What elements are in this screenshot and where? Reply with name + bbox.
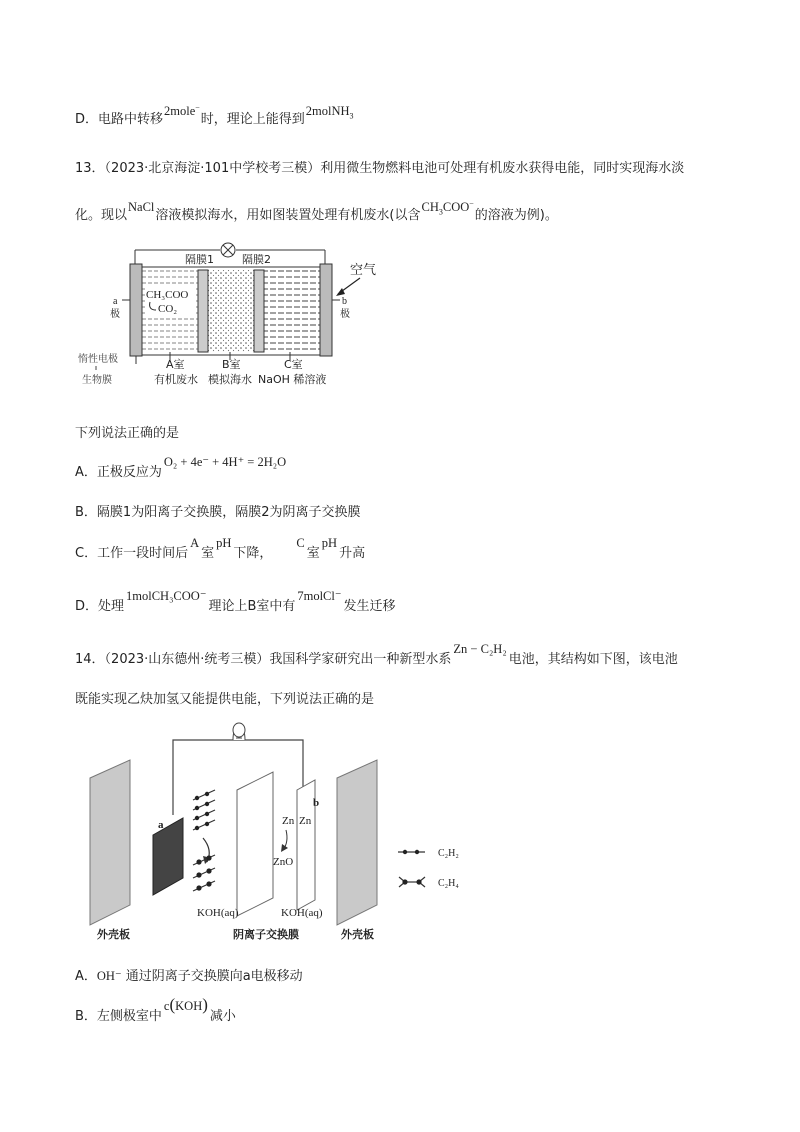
svg-text:C室: C室: [284, 358, 303, 371]
membrane-1: [198, 270, 208, 352]
anion-membrane: [237, 772, 273, 916]
q14-stem-line2: 既能实现乙炔加氢又能提供电能，下列说法正确的是: [75, 692, 375, 707]
svg-text:外壳板: 外壳板: [341, 928, 374, 941]
outer-shell-right: [337, 760, 377, 925]
svg-text:阴离子交换膜: 阴离子交换膜: [233, 928, 299, 941]
membrane-2: [254, 270, 264, 352]
svg-text:有机废水: 有机废水: [154, 373, 198, 386]
svg-text:a: a: [113, 296, 118, 307]
svg-text:外壳板: 外壳板: [97, 928, 130, 941]
electrode-b: [320, 264, 332, 356]
q13-option-a[interactable]: A．正极反应为O₂ + 4e⁻ + 4H⁺ = 2H₂O: [75, 455, 287, 480]
q13-option-b[interactable]: B．隔膜1为阳离子交换膜，隔膜2为阴离子交换膜: [75, 505, 361, 520]
svg-text:模拟海水: 模拟海水: [208, 373, 252, 386]
svg-text:b: b: [313, 797, 320, 809]
svg-text:CO₂: CO₂: [158, 303, 178, 315]
q14-option-b[interactable]: B．左侧极室中c(KOH)减小: [75, 995, 236, 1024]
svg-text:Zn: Zn: [299, 815, 312, 827]
svg-text:C₂H₄: C₂H₄: [438, 878, 459, 889]
svg-text:b: b: [342, 296, 347, 307]
svg-text:C₂H₂: C₂H₂: [438, 848, 459, 859]
q13-stem-line2: 化。现以NaCl溶液模拟海水，用如图装置处理有机废水(以含$CH_3COO^-$的溶液为例)。: [75, 199, 558, 224]
svg-text:惰性电极: 惰性电极: [78, 354, 118, 365]
electrode-a: [130, 264, 142, 356]
svg-text:B室: B室: [222, 358, 241, 371]
svg-text:KOH(aq): KOH(aq): [281, 907, 323, 919]
q13-stem-line1: 13．（2023·北京海淀·101中学校考三模）利用微生物燃料电池可处理有机废水获得电能，同时实现海水淡: [75, 161, 685, 176]
svg-text:空气: 空气: [350, 263, 377, 278]
svg-text:隔膜1: 隔膜1: [185, 253, 214, 266]
svg-text:a: a: [158, 819, 164, 831]
svg-text:NaOH 稀溶液: NaOH 稀溶液: [258, 373, 327, 386]
q14-stem-line1: 14．（2023·山东德州·统考三模）我国科学家研究出一种新型水系Zn − C₂H₂电池，其结构如下图，该电池: [75, 642, 678, 667]
svg-text:极: 极: [340, 309, 350, 320]
svg-text:A室: A室: [166, 358, 185, 371]
svg-text:KOH(aq): KOH(aq): [197, 907, 239, 919]
q14-option-a[interactable]: A．OH⁻ 通过阴离子交换膜向a电极移动: [75, 969, 303, 984]
q12-option-d[interactable]: D．电路中转移2mole−时，理论上能得到2molNH$_3$: [75, 103, 354, 128]
q13-option-c[interactable]: C．工作一段时间后A室pH下降，C室pH升高: [75, 536, 366, 561]
q13-question: 下列说法正确的是: [75, 426, 180, 441]
svg-text:隔膜2: 隔膜2: [242, 253, 271, 266]
outer-shell-left: [90, 760, 130, 925]
svg-text:CH₃COO: CH₃COO: [146, 289, 189, 301]
q13-cell-diagram: [70, 232, 400, 392]
q13-option-d[interactable]: D．处理1molCH₃COO⁻理论上B室中有7molCl⁻发生迁移: [75, 589, 396, 614]
svg-text:极: 极: [110, 309, 120, 320]
q14-battery-diagram: [85, 720, 505, 945]
svg-text:ZnO: ZnO: [273, 856, 294, 868]
svg-text:生物膜: 生物膜: [82, 375, 112, 386]
svg-text:Zn: Zn: [282, 815, 295, 827]
